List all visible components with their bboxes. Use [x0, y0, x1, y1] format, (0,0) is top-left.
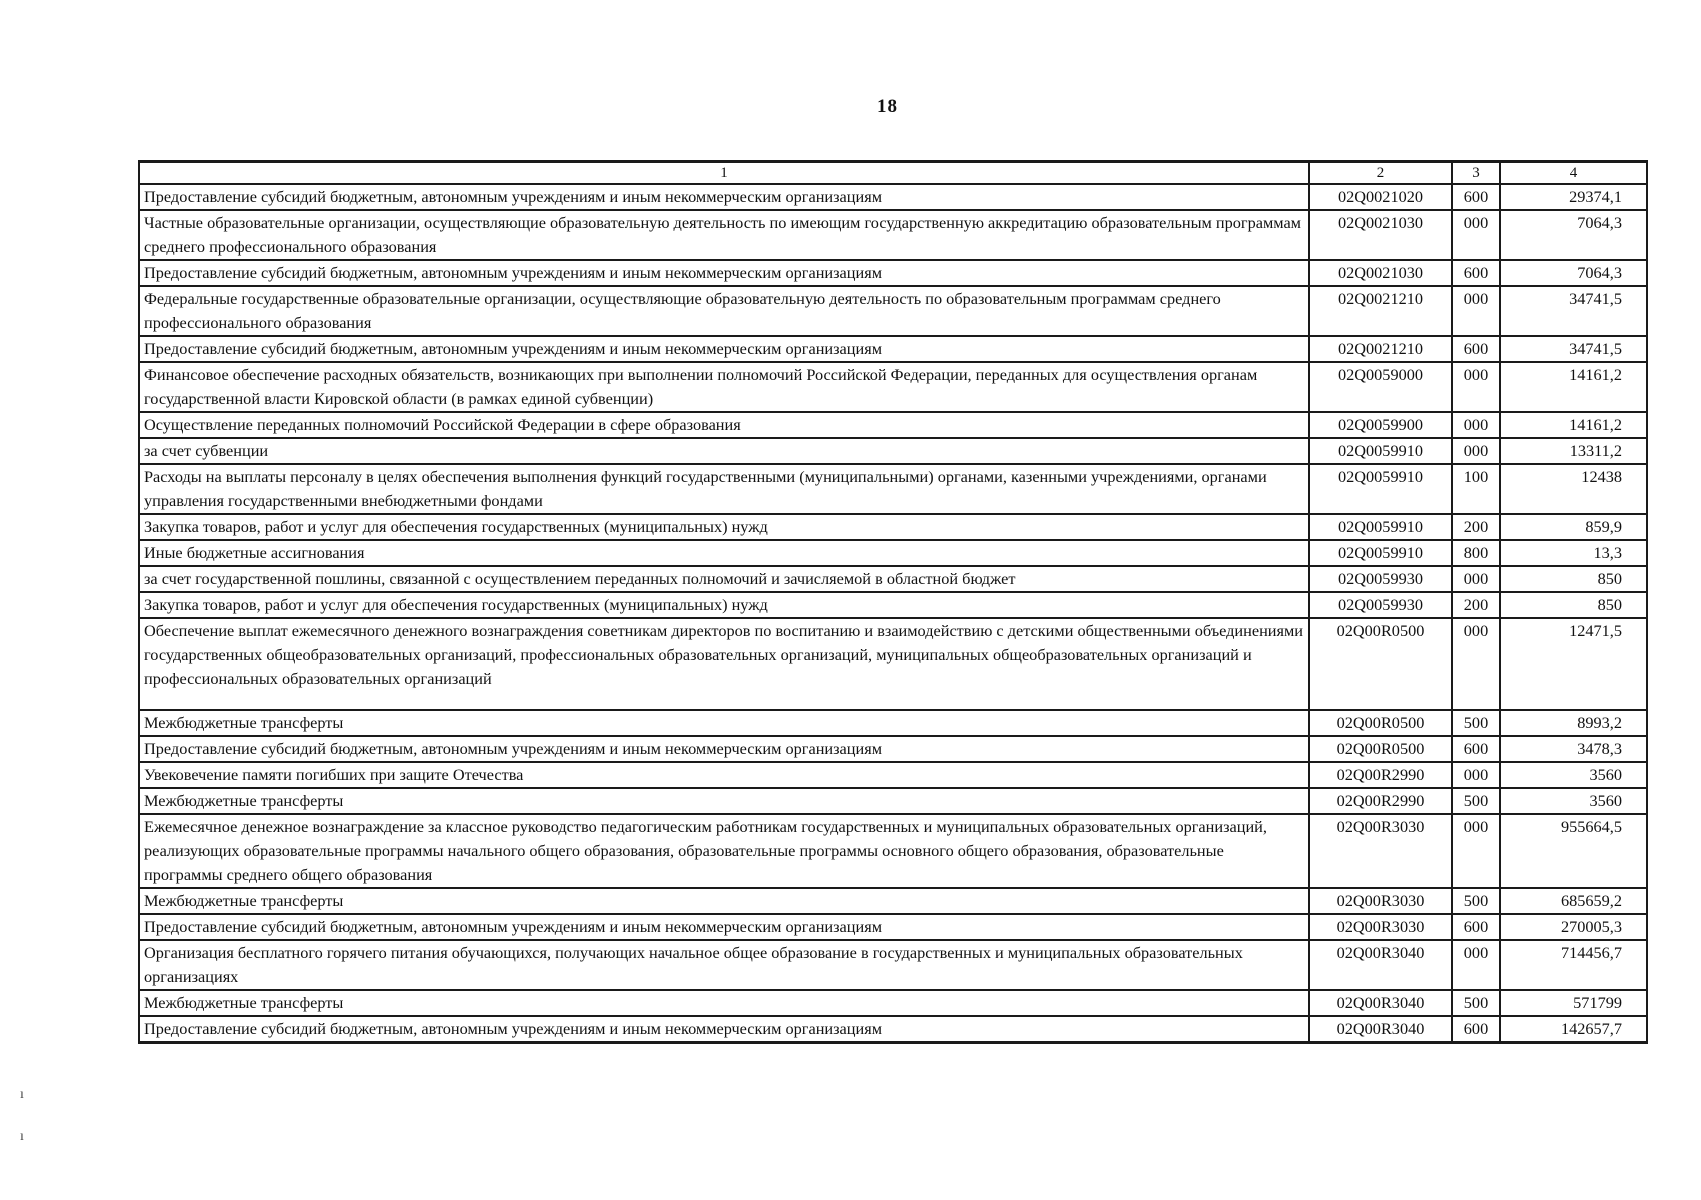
row-name: Межбюджетные трансферты	[139, 788, 1309, 814]
table-row	[139, 592, 1647, 618]
row-amount: 859,9	[1500, 514, 1647, 540]
row-target-code: 02Q0059910	[1309, 540, 1452, 566]
row-amount: 142657,7	[1500, 1016, 1647, 1043]
table-row	[139, 566, 1647, 592]
header-col-3: 3	[1452, 162, 1500, 185]
row-target-code: 02Q0059910	[1309, 438, 1452, 464]
row-name: за счет субвенции	[139, 438, 1309, 464]
page-number-text: 18	[877, 96, 898, 117]
table-row	[139, 888, 1647, 914]
table-row	[139, 618, 1647, 710]
row-amount: 7064,3	[1500, 210, 1647, 260]
table-row	[139, 286, 1647, 336]
row-amount: 12471,5	[1500, 618, 1647, 710]
row-expense-type: 600	[1452, 914, 1500, 940]
row-target-code: 02Q0059910	[1309, 464, 1452, 514]
row-target-code: 02Q0021030	[1309, 210, 1452, 260]
row-expense-type: 500	[1452, 710, 1500, 736]
row-target-code: 02Q00R3030	[1309, 814, 1452, 888]
row-amount: 13311,2	[1500, 438, 1647, 464]
row-target-code: 02Q00R3040	[1309, 940, 1452, 990]
row-expense-type: 000	[1452, 412, 1500, 438]
table-row	[139, 260, 1647, 286]
row-expense-type: 600	[1452, 184, 1500, 210]
row-amount: 270005,3	[1500, 914, 1647, 940]
row-expense-type: 200	[1452, 592, 1500, 618]
table-row	[139, 710, 1647, 736]
row-expense-type: 600	[1452, 260, 1500, 286]
row-expense-type: 000	[1452, 814, 1500, 888]
row-target-code: 02Q00R2990	[1309, 762, 1452, 788]
row-target-code: 02Q00R0500	[1309, 736, 1452, 762]
row-name: Межбюджетные трансферты	[139, 710, 1309, 736]
row-amount: 3560	[1500, 762, 1647, 788]
row-name: Расходы на выплаты персоналу в целях обеспечения выполнения функций государственными (муниципальными) органами, казенными учреждениями, органами управления государственными внебюджетными фондами	[139, 464, 1309, 514]
row-amount: 3560	[1500, 788, 1647, 814]
table-header	[139, 162, 1647, 185]
margin-mark: ı	[20, 1087, 24, 1102]
page-number	[0, 96, 1701, 118]
row-name: Обеспечение выплат ежемесячного денежного вознаграждения советникам директоров по воспитанию и взаимодействию с детскими общественными объединениями государственных общеобразовательных организаций, профессиональных образовательных организаций, муниципальных общеобразовательных организаций и профессиональных образовательных организаций	[139, 618, 1309, 710]
header-col-4: 4	[1500, 162, 1647, 185]
table-row	[139, 464, 1647, 514]
row-expense-type: 500	[1452, 788, 1500, 814]
table-row	[139, 1016, 1647, 1043]
row-name: Увековечение памяти погибших при защите Отечества	[139, 762, 1309, 788]
row-amount: 3478,3	[1500, 736, 1647, 762]
row-name: Межбюджетные трансферты	[139, 888, 1309, 914]
row-name: Иные бюджетные ассигнования	[139, 540, 1309, 566]
row-amount: 34741,5	[1500, 286, 1647, 336]
row-expense-type: 000	[1452, 618, 1500, 710]
row-expense-type: 800	[1452, 540, 1500, 566]
row-amount: 571799	[1500, 990, 1647, 1016]
row-expense-type: 600	[1452, 736, 1500, 762]
row-expense-type: 600	[1452, 336, 1500, 362]
row-target-code: 02Q0059910	[1309, 514, 1452, 540]
row-target-code: 02Q00R0500	[1309, 710, 1452, 736]
row-target-code: 02Q00R3030	[1309, 914, 1452, 940]
row-amount: 12438	[1500, 464, 1647, 514]
row-amount: 8993,2	[1500, 710, 1647, 736]
row-target-code: 02Q0059900	[1309, 412, 1452, 438]
row-amount: 14161,2	[1500, 412, 1647, 438]
table-row	[139, 336, 1647, 362]
row-name: за счет государственной пошлины, связанной с осуществлением переданных полномочий и зачисляемой в областной бюджет	[139, 566, 1309, 592]
table-row	[139, 540, 1647, 566]
budget-table	[138, 160, 1648, 1044]
row-amount: 14161,2	[1500, 362, 1647, 412]
row-name: Федеральные государственные образовательные организации, осуществляющие образовательную деятельность по образовательным программам среднего профессионального образования	[139, 286, 1309, 336]
row-target-code: 02Q00R0500	[1309, 618, 1452, 710]
row-expense-type: 000	[1452, 362, 1500, 412]
row-name: Предоставление субсидий бюджетным, автономным учреждениям и иным некоммерческим организациям	[139, 914, 1309, 940]
row-expense-type: 000	[1452, 210, 1500, 260]
row-name: Предоставление субсидий бюджетным, автономным учреждениям и иным некоммерческим организациям	[139, 260, 1309, 286]
row-name: Частные образовательные организации, осуществляющие образовательную деятельность по имеющим государственную аккредитацию образовательным программам среднего профессионального образования	[139, 210, 1309, 260]
table-row	[139, 914, 1647, 940]
row-target-code: 02Q00R2990	[1309, 788, 1452, 814]
row-target-code: 02Q00R3040	[1309, 990, 1452, 1016]
row-target-code: 02Q0021210	[1309, 286, 1452, 336]
table-row	[139, 412, 1647, 438]
row-amount: 7064,3	[1500, 260, 1647, 286]
row-name: Предоставление субсидий бюджетным, автономным учреждениям и иным некоммерческим организациям	[139, 336, 1309, 362]
row-target-code: 02Q0059930	[1309, 592, 1452, 618]
row-name: Закупка товаров, работ и услуг для обеспечения государственных (муниципальных) нужд	[139, 514, 1309, 540]
row-target-code: 02Q0021210	[1309, 336, 1452, 362]
header-col-1: 1	[139, 162, 1309, 185]
row-expense-type: 100	[1452, 464, 1500, 514]
row-expense-type: 500	[1452, 990, 1500, 1016]
table-row	[139, 940, 1647, 990]
row-expense-type: 000	[1452, 438, 1500, 464]
row-expense-type: 000	[1452, 762, 1500, 788]
row-expense-type: 500	[1452, 888, 1500, 914]
row-amount: 955664,5	[1500, 814, 1647, 888]
row-amount: 850	[1500, 592, 1647, 618]
table-row	[139, 990, 1647, 1016]
row-name: Предоставление субсидий бюджетным, автономным учреждениям и иным некоммерческим организациям	[139, 1016, 1309, 1043]
row-amount: 13,3	[1500, 540, 1647, 566]
row-target-code: 02Q0059930	[1309, 566, 1452, 592]
margin-mark: ı	[20, 1129, 24, 1144]
row-target-code: 02Q00R3030	[1309, 888, 1452, 914]
row-expense-type: 000	[1452, 286, 1500, 336]
row-expense-type: 600	[1452, 1016, 1500, 1043]
header-row	[139, 162, 1647, 185]
row-name: Предоставление субсидий бюджетным, автономным учреждениям и иным некоммерческим организациям	[139, 184, 1309, 210]
row-target-code: 02Q0021030	[1309, 260, 1452, 286]
table-row	[139, 736, 1647, 762]
header-col-2: 2	[1309, 162, 1452, 185]
row-target-code: 02Q0021020	[1309, 184, 1452, 210]
table-row	[139, 438, 1647, 464]
row-amount: 850	[1500, 566, 1647, 592]
table-row	[139, 184, 1647, 210]
row-name: Осуществление переданных полномочий Российской Федерации в сфере образования	[139, 412, 1309, 438]
table-body	[139, 184, 1647, 1043]
row-expense-type: 000	[1452, 566, 1500, 592]
row-target-code: 02Q00R3040	[1309, 1016, 1452, 1043]
row-amount: 685659,2	[1500, 888, 1647, 914]
row-amount: 714456,7	[1500, 940, 1647, 990]
table-row	[139, 210, 1647, 260]
table-row	[139, 814, 1647, 888]
row-name: Финансовое обеспечение расходных обязательств, возникающих при выполнении полномочий Российской Федерации, переданных для осуществления органам государственной власти Кировской области (в рамках единой субвенции)	[139, 362, 1309, 412]
row-expense-type: 200	[1452, 514, 1500, 540]
row-name: Ежемесячное денежное вознаграждение за классное руководство педагогическим работникам государственных и муниципальных образовательных организаций, реализующих образовательные программы начального общего образования, образовательные программы основного общего образования, образовательные программы среднего общего образования	[139, 814, 1309, 888]
row-expense-type: 000	[1452, 940, 1500, 990]
table-row	[139, 762, 1647, 788]
row-name: Закупка товаров, работ и услуг для обеспечения государственных (муниципальных) нужд	[139, 592, 1309, 618]
table-row	[139, 788, 1647, 814]
table-row	[139, 362, 1647, 412]
row-amount: 29374,1	[1500, 184, 1647, 210]
row-name: Предоставление субсидий бюджетным, автономным учреждениям и иным некоммерческим организациям	[139, 736, 1309, 762]
row-name: Межбюджетные трансферты	[139, 990, 1309, 1016]
row-target-code: 02Q0059000	[1309, 362, 1452, 412]
table-row	[139, 514, 1647, 540]
row-amount: 34741,5	[1500, 336, 1647, 362]
row-name: Организация бесплатного горячего питания обучающихся, получающих начальное общее образование в государственных и муниципальных образовательных организациях	[139, 940, 1309, 990]
